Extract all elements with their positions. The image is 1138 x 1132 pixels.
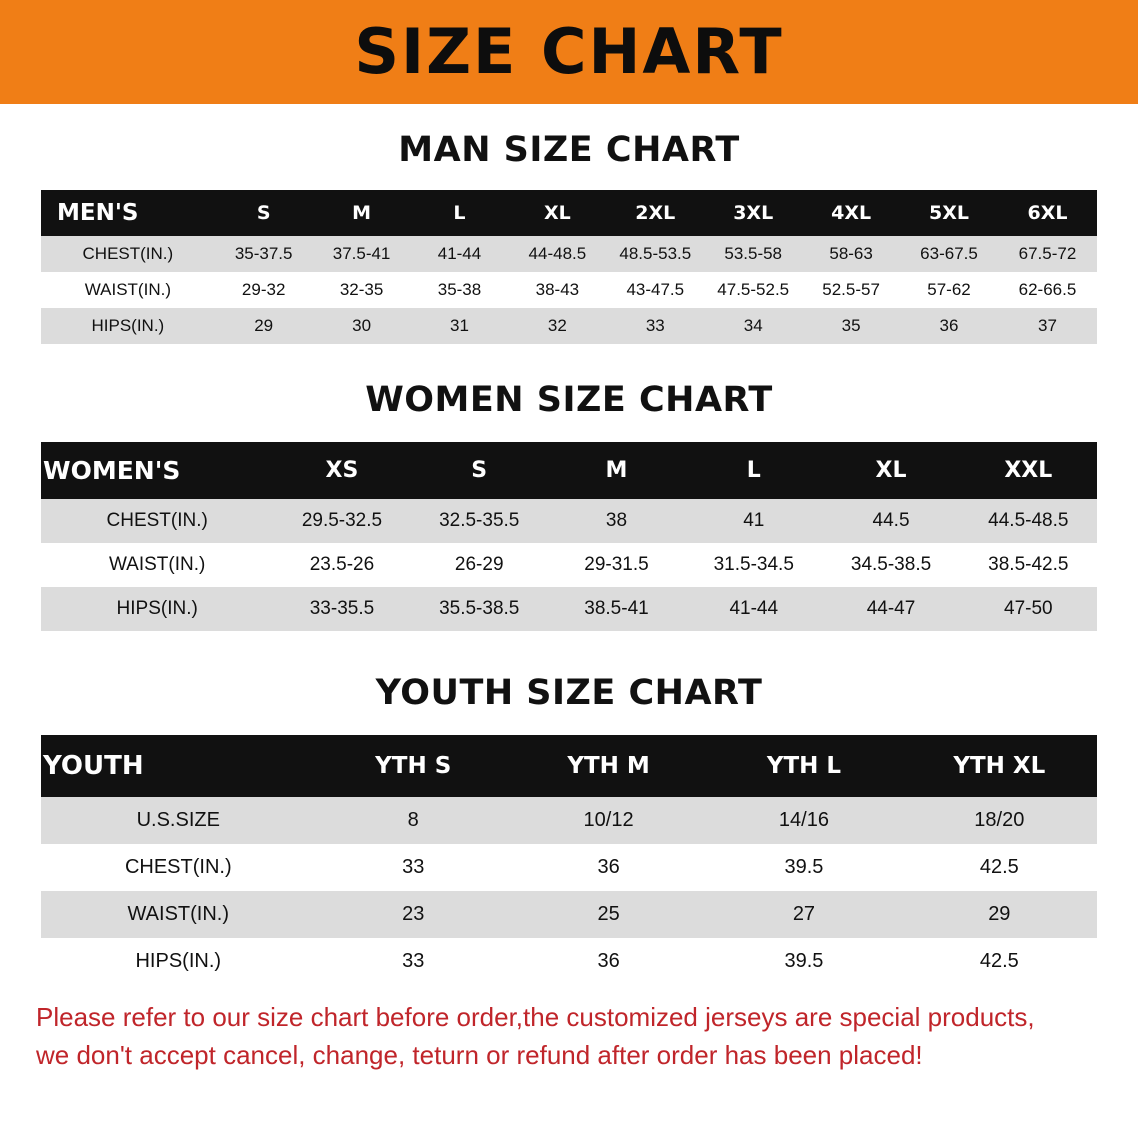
col-header: S — [411, 442, 548, 499]
cell: 36 — [511, 938, 706, 985]
cell: 35-37.5 — [215, 236, 313, 272]
col-header: M — [548, 442, 685, 499]
men-size-table — [41, 190, 1097, 344]
table-row — [41, 891, 1097, 938]
col-header: M — [313, 190, 411, 236]
col-header: 5XL — [900, 190, 998, 236]
cell: 62-66.5 — [998, 272, 1097, 308]
cell: 58-63 — [802, 236, 900, 272]
header-banner — [0, 0, 1138, 104]
col-header: XL — [822, 442, 959, 499]
cell: 44.5-48.5 — [960, 499, 1097, 543]
table-row — [41, 499, 1097, 543]
col-header: 2XL — [606, 190, 704, 236]
page-title: SIZE CHART — [354, 15, 784, 88]
cell: 32.5-35.5 — [411, 499, 548, 543]
cell: 39.5 — [706, 938, 901, 985]
table-row — [41, 308, 1097, 344]
table-row — [41, 587, 1097, 631]
cell: 33 — [316, 938, 511, 985]
row-label: CHEST(IN.) — [41, 499, 273, 543]
row-label: WAIST(IN.) — [41, 272, 215, 308]
cell: 38.5-42.5 — [960, 543, 1097, 587]
cell: 29 — [902, 891, 1097, 938]
table-header-row — [41, 735, 1097, 797]
table-row — [41, 844, 1097, 891]
cell: 25 — [511, 891, 706, 938]
women-section-title: WOMEN SIZE CHART — [365, 380, 773, 420]
table-row — [41, 236, 1097, 272]
row-label: U.S.SIZE — [41, 797, 316, 844]
row-label: WAIST(IN.) — [41, 543, 273, 587]
row-label: CHEST(IN.) — [41, 844, 316, 891]
cell: 41-44 — [685, 587, 822, 631]
cell: 32 — [508, 308, 606, 344]
cell: 37.5-41 — [313, 236, 411, 272]
cell: 63-67.5 — [900, 236, 998, 272]
cell: 41-44 — [411, 236, 509, 272]
cell: 34.5-38.5 — [822, 543, 959, 587]
row-label: HIPS(IN.) — [41, 938, 316, 985]
cell: 18/20 — [902, 797, 1097, 844]
col-header: YTH S — [316, 735, 511, 797]
order-notice — [0, 985, 1138, 1074]
cell: 29-31.5 — [548, 543, 685, 587]
col-header: 4XL — [802, 190, 900, 236]
cell: 26-29 — [411, 543, 548, 587]
cell: 27 — [706, 891, 901, 938]
cell: 33 — [606, 308, 704, 344]
cell: 38.5-41 — [548, 587, 685, 631]
row-label: HIPS(IN.) — [41, 587, 273, 631]
cell: 14/16 — [706, 797, 901, 844]
cell: 36 — [900, 308, 998, 344]
cell: 57-62 — [900, 272, 998, 308]
men-section-title: MAN SIZE CHART — [398, 130, 740, 170]
cell: 43-47.5 — [606, 272, 704, 308]
cell: 8 — [316, 797, 511, 844]
cell: 35-38 — [411, 272, 509, 308]
table-row — [41, 543, 1097, 587]
cell: 52.5-57 — [802, 272, 900, 308]
col-header: L — [685, 442, 822, 499]
row-label: WAIST(IN.) — [41, 891, 316, 938]
table-header-row — [41, 442, 1097, 499]
col-header: YTH L — [706, 735, 901, 797]
cell: 33-35.5 — [273, 587, 410, 631]
col-header: 3XL — [704, 190, 802, 236]
cell: 47-50 — [960, 587, 1097, 631]
col-header: YTH XL — [902, 735, 1097, 797]
cell: 29 — [215, 308, 313, 344]
table-row — [41, 938, 1097, 985]
cell: 29-32 — [215, 272, 313, 308]
row-label: HIPS(IN.) — [41, 308, 215, 344]
cell: 31 — [411, 308, 509, 344]
cell: 44-47 — [822, 587, 959, 631]
cell: 29.5-32.5 — [273, 499, 410, 543]
col-header: S — [215, 190, 313, 236]
cell: 53.5-58 — [704, 236, 802, 272]
cell: 10/12 — [511, 797, 706, 844]
col-header: XXL — [960, 442, 1097, 499]
cell: 39.5 — [706, 844, 901, 891]
notice-line-2: we don't accept cancel, change, teturn or refund after order has been placed! — [36, 1039, 923, 1070]
table-row — [41, 272, 1097, 308]
cell: 37 — [998, 308, 1097, 344]
cell: 32-35 — [313, 272, 411, 308]
col-header: MEN'S — [41, 190, 215, 236]
table-row — [41, 797, 1097, 844]
cell: 42.5 — [902, 938, 1097, 985]
cell: 41 — [685, 499, 822, 543]
cell: 38 — [548, 499, 685, 543]
cell: 34 — [704, 308, 802, 344]
notice-line-1: Please refer to our size chart before order,the customized jerseys are special products, — [36, 1002, 1035, 1032]
cell: 31.5-34.5 — [685, 543, 822, 587]
col-header: WOMEN'S — [41, 442, 273, 499]
col-header: L — [411, 190, 509, 236]
cell: 44-48.5 — [508, 236, 606, 272]
cell: 44.5 — [822, 499, 959, 543]
table-header-row — [41, 190, 1097, 236]
col-header: XS — [273, 442, 410, 499]
cell: 36 — [511, 844, 706, 891]
row-label: CHEST(IN.) — [41, 236, 215, 272]
cell: 67.5-72 — [998, 236, 1097, 272]
col-header: YTH M — [511, 735, 706, 797]
cell: 47.5-52.5 — [704, 272, 802, 308]
cell: 48.5-53.5 — [606, 236, 704, 272]
col-header: XL — [508, 190, 606, 236]
cell: 23 — [316, 891, 511, 938]
cell: 33 — [316, 844, 511, 891]
col-header: 6XL — [998, 190, 1097, 236]
women-size-table — [41, 442, 1097, 631]
col-header: YOUTH — [41, 735, 316, 797]
cell: 38-43 — [508, 272, 606, 308]
cell: 42.5 — [902, 844, 1097, 891]
youth-size-table — [41, 735, 1097, 985]
youth-section-title: YOUTH SIZE CHART — [375, 673, 763, 713]
cell: 35.5-38.5 — [411, 587, 548, 631]
cell: 35 — [802, 308, 900, 344]
cell: 23.5-26 — [273, 543, 410, 587]
cell: 30 — [313, 308, 411, 344]
